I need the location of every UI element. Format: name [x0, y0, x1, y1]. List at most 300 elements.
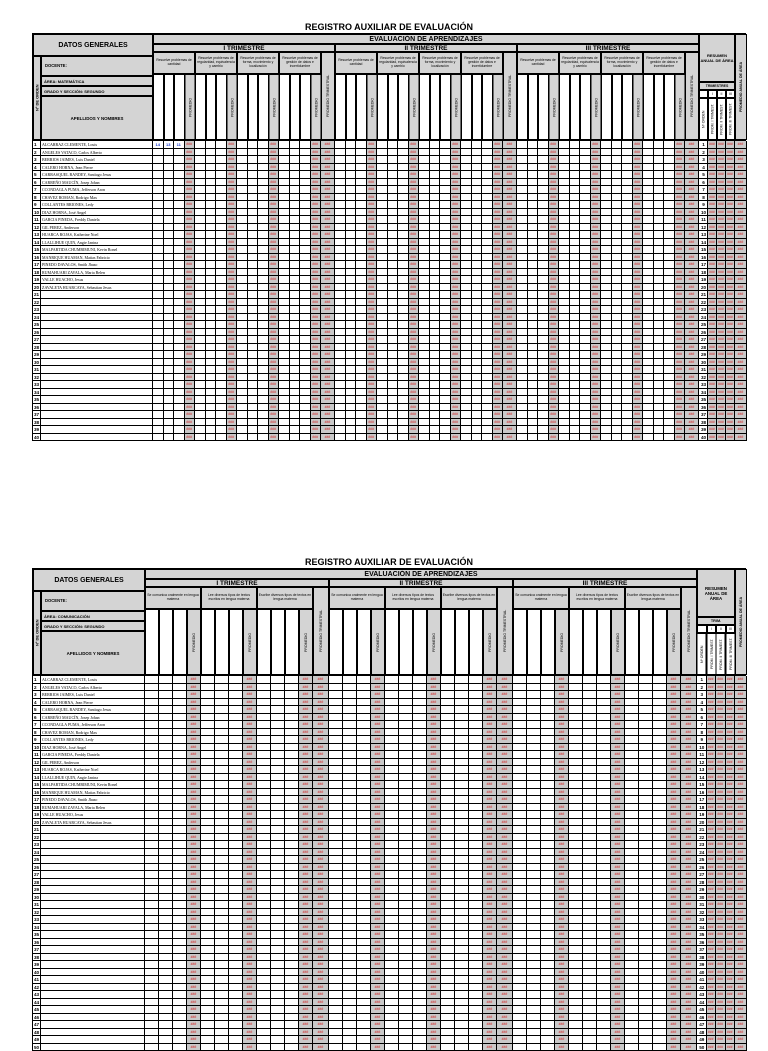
grade-cell[interactable] [377, 396, 388, 404]
grade-cell[interactable] [271, 871, 285, 879]
grade-cell[interactable] [440, 396, 451, 404]
grade-cell[interactable] [346, 186, 357, 194]
grade-cell[interactable] [145, 1014, 159, 1022]
grade-cell[interactable] [164, 389, 175, 397]
grade-cell[interactable] [174, 389, 185, 397]
grade-cell[interactable] [441, 759, 455, 767]
grade-cell[interactable] [441, 916, 455, 924]
grade-cell[interactable] [440, 434, 451, 442]
grade-cell[interactable] [258, 404, 269, 412]
grade-cell[interactable] [570, 261, 581, 269]
grade-cell[interactable] [597, 804, 611, 812]
grade-cell[interactable] [541, 1021, 555, 1029]
grade-cell[interactable] [612, 261, 623, 269]
grade-cell[interactable] [653, 999, 667, 1007]
grade-cell[interactable] [195, 246, 206, 254]
grade-cell[interactable] [174, 149, 185, 157]
grade-cell[interactable] [430, 306, 441, 314]
grade-cell[interactable] [398, 299, 409, 307]
grade-cell[interactable] [399, 901, 413, 909]
grade-cell[interactable] [664, 186, 675, 194]
grade-cell[interactable] [290, 246, 301, 254]
grade-cell[interactable] [229, 924, 243, 932]
grade-cell[interactable] [153, 156, 164, 164]
grade-cell[interactable] [625, 954, 639, 962]
grade-cell[interactable] [441, 909, 455, 917]
grade-cell[interactable] [258, 149, 269, 157]
grade-cell[interactable] [257, 759, 271, 767]
grade-cell[interactable] [639, 781, 653, 789]
grade-cell[interactable] [357, 931, 371, 939]
grade-cell[interactable] [343, 909, 357, 917]
grade-cell[interactable] [206, 404, 217, 412]
grade-cell[interactable] [174, 366, 185, 374]
grade-cell[interactable] [399, 804, 413, 812]
grade-cell[interactable] [173, 751, 187, 759]
grade-cell[interactable] [570, 209, 581, 217]
grade-cell[interactable] [346, 411, 357, 419]
grade-cell[interactable] [271, 774, 285, 782]
grade-cell[interactable] [356, 224, 367, 232]
grade-cell[interactable] [201, 796, 215, 804]
grade-cell[interactable] [517, 261, 528, 269]
grade-cell[interactable] [201, 1029, 215, 1037]
grade-cell[interactable] [153, 164, 164, 172]
grade-cell[interactable] [206, 306, 217, 314]
grade-cell[interactable] [258, 321, 269, 329]
grade-cell[interactable] [482, 344, 493, 352]
grade-cell[interactable] [356, 419, 367, 427]
grade-cell[interactable] [653, 961, 667, 969]
grade-cell[interactable] [461, 149, 472, 157]
grade-cell[interactable] [290, 186, 301, 194]
grade-cell[interactable] [173, 759, 187, 767]
grade-cell[interactable] [206, 141, 217, 149]
grade-cell[interactable] [654, 246, 665, 254]
grade-cell[interactable] [229, 721, 243, 729]
grade-cell[interactable] [583, 939, 597, 947]
grade-cell[interactable] [559, 246, 570, 254]
grade-cell[interactable] [329, 774, 343, 782]
grade-cell[interactable] [279, 299, 290, 307]
grade-cell[interactable] [517, 314, 528, 322]
grade-cell[interactable] [237, 164, 248, 172]
grade-cell[interactable] [413, 856, 427, 864]
grade-cell[interactable] [153, 179, 164, 187]
grade-cell[interactable] [145, 751, 159, 759]
grade-cell[interactable] [290, 374, 301, 382]
grade-cell[interactable] [164, 336, 175, 344]
grade-cell[interactable] [215, 1029, 229, 1037]
grade-cell[interactable] [300, 239, 311, 247]
grade-cell[interactable] [541, 736, 555, 744]
grade-cell[interactable] [538, 284, 549, 292]
grade-cell[interactable] [440, 359, 451, 367]
grade-cell[interactable] [206, 434, 217, 442]
grade-cell[interactable] [664, 141, 675, 149]
grade-cell[interactable] [248, 194, 259, 202]
grade-cell[interactable] [174, 179, 185, 187]
grade-cell[interactable] [216, 411, 227, 419]
grade-cell[interactable] [461, 216, 472, 224]
grade-cell[interactable] [654, 261, 665, 269]
grade-cell[interactable] [248, 404, 259, 412]
grade-cell[interactable] [398, 306, 409, 314]
grade-cell[interactable] [601, 194, 612, 202]
grade-cell[interactable] [346, 374, 357, 382]
grade-cell[interactable] [541, 819, 555, 827]
student-name[interactable]: GARCIA PINEDA, Freddy Daniela [41, 751, 145, 759]
grade-cell[interactable] [229, 691, 243, 699]
grade-cell[interactable] [625, 991, 639, 999]
grade-cell[interactable] [472, 426, 483, 434]
grade-cell[interactable] [385, 894, 399, 902]
grade-cell[interactable] [271, 901, 285, 909]
grade-cell[interactable] [399, 916, 413, 924]
grade-cell[interactable] [145, 1036, 159, 1044]
grade-cell[interactable] [173, 931, 187, 939]
grade-cell[interactable] [257, 1029, 271, 1037]
grade-cell[interactable] [440, 186, 451, 194]
grade-cell[interactable] [145, 796, 159, 804]
grade-cell[interactable] [201, 1044, 215, 1051]
grade-cell[interactable] [441, 969, 455, 977]
grade-cell[interactable] [527, 759, 541, 767]
grade-cell[interactable] [654, 171, 665, 179]
grade-cell[interactable] [625, 871, 639, 879]
grade-cell[interactable] [201, 706, 215, 714]
grade-cell[interactable] [145, 879, 159, 887]
grade-cell[interactable] [541, 789, 555, 797]
grade-cell[interactable] [527, 894, 541, 902]
grade-cell[interactable] [455, 834, 469, 842]
grade-cell[interactable] [215, 744, 229, 752]
grade-cell[interactable] [413, 1006, 427, 1014]
grade-cell[interactable] [430, 171, 441, 179]
grade-cell[interactable] [538, 321, 549, 329]
grade-cell[interactable] [517, 306, 528, 314]
grade-cell[interactable] [601, 269, 612, 277]
grade-cell[interactable] [622, 156, 633, 164]
grade-cell[interactable] [271, 849, 285, 857]
grade-cell[interactable] [654, 359, 665, 367]
grade-cell[interactable] [195, 179, 206, 187]
grade-cell[interactable] [569, 751, 583, 759]
grade-cell[interactable] [173, 744, 187, 752]
grade-cell[interactable] [472, 171, 483, 179]
grade-cell[interactable] [377, 359, 388, 367]
grade-cell[interactable] [455, 916, 469, 924]
grade-cell[interactable] [664, 404, 675, 412]
grade-cell[interactable] [377, 209, 388, 217]
grade-cell[interactable] [469, 961, 483, 969]
grade-cell[interactable] [237, 224, 248, 232]
grade-cell[interactable] [343, 991, 357, 999]
grade-cell[interactable] [215, 706, 229, 714]
grade-cell[interactable] [441, 931, 455, 939]
grade-cell[interactable] [559, 374, 570, 382]
grade-cell[interactable] [377, 171, 388, 179]
grade-cell[interactable] [527, 1029, 541, 1037]
grade-cell[interactable] [258, 314, 269, 322]
grade-cell[interactable] [248, 299, 259, 307]
student-name[interactable]: RUMAHUARI ZAVALA, Maria Belen [41, 804, 145, 812]
grade-cell[interactable] [538, 314, 549, 322]
grade-cell[interactable] [569, 916, 583, 924]
grade-cell[interactable] [597, 774, 611, 782]
grade-cell[interactable] [271, 706, 285, 714]
grade-cell[interactable] [441, 781, 455, 789]
grade-cell[interactable] [469, 1021, 483, 1029]
grade-cell[interactable] [377, 201, 388, 209]
grade-cell[interactable] [398, 426, 409, 434]
grade-cell[interactable] [145, 699, 159, 707]
grade-cell[interactable] [248, 426, 259, 434]
grade-cell[interactable] [597, 781, 611, 789]
grade-cell[interactable] [153, 231, 164, 239]
grade-cell[interactable] [517, 186, 528, 194]
grade-cell[interactable] [279, 396, 290, 404]
grade-cell[interactable] [356, 329, 367, 337]
grade-cell[interactable] [643, 404, 654, 412]
grade-cell[interactable] [356, 149, 367, 157]
grade-cell[interactable] [625, 736, 639, 744]
grade-cell[interactable] [237, 261, 248, 269]
grade-cell[interactable] [399, 1044, 413, 1051]
grade-cell[interactable] [285, 939, 299, 947]
grade-cell[interactable] [206, 224, 217, 232]
grade-cell[interactable] [538, 366, 549, 374]
grade-cell[interactable] [482, 366, 493, 374]
grade-cell[interactable] [569, 871, 583, 879]
grade-cell[interactable] [385, 969, 399, 977]
grade-cell[interactable] [237, 254, 248, 262]
grade-cell[interactable] [597, 864, 611, 872]
grade-cell[interactable] [569, 894, 583, 902]
grade-cell[interactable] [195, 284, 206, 292]
grade-cell[interactable] [413, 684, 427, 692]
grade-cell[interactable] [601, 216, 612, 224]
grade-cell[interactable] [654, 141, 665, 149]
grade-cell[interactable] [430, 224, 441, 232]
grade-cell[interactable] [173, 916, 187, 924]
grade-cell[interactable] [229, 676, 243, 684]
grade-cell[interactable] [622, 389, 633, 397]
grade-cell[interactable] [430, 314, 441, 322]
grade-cell[interactable] [569, 976, 583, 984]
grade-cell[interactable] [597, 886, 611, 894]
grade-cell[interactable] [664, 164, 675, 172]
grade-cell[interactable] [385, 976, 399, 984]
grade-cell[interactable] [279, 194, 290, 202]
grade-cell[interactable] [398, 254, 409, 262]
grade-cell[interactable] [357, 864, 371, 872]
grade-cell[interactable] [335, 209, 346, 217]
grade-cell[interactable] [174, 396, 185, 404]
grade-cell[interactable] [215, 1036, 229, 1044]
grade-cell[interactable] [612, 366, 623, 374]
grade-cell[interactable] [300, 404, 311, 412]
grade-cell[interactable] [356, 201, 367, 209]
grade-cell[interactable] [216, 389, 227, 397]
grade-cell[interactable] [440, 269, 451, 277]
grade-cell[interactable] [335, 359, 346, 367]
grade-cell[interactable] [290, 351, 301, 359]
grade-cell[interactable] [357, 781, 371, 789]
grade-cell[interactable] [257, 811, 271, 819]
grade-cell[interactable] [388, 344, 399, 352]
grade-cell[interactable] [583, 901, 597, 909]
grade-cell[interactable] [206, 351, 217, 359]
grade-cell[interactable] [173, 819, 187, 827]
grade-cell[interactable] [385, 759, 399, 767]
grade-cell[interactable] [482, 396, 493, 404]
grade-cell[interactable] [399, 946, 413, 954]
grade-cell[interactable] [215, 789, 229, 797]
grade-cell[interactable] [216, 194, 227, 202]
grade-cell[interactable] [385, 984, 399, 992]
grade-cell[interactable] [528, 149, 539, 157]
grade-cell[interactable] [356, 344, 367, 352]
grade-cell[interactable] [377, 434, 388, 442]
grade-cell[interactable] [357, 871, 371, 879]
grade-cell[interactable] [583, 706, 597, 714]
grade-cell[interactable] [430, 351, 441, 359]
grade-cell[interactable] [237, 299, 248, 307]
grade-cell[interactable] [513, 894, 527, 902]
grade-cell[interactable] [164, 261, 175, 269]
grade-cell[interactable] [528, 374, 539, 382]
grade-cell[interactable] [257, 954, 271, 962]
grade-cell[interactable] [300, 194, 311, 202]
grade-cell[interactable] [285, 744, 299, 752]
grade-cell[interactable] [215, 834, 229, 842]
grade-cell[interactable] [329, 984, 343, 992]
grade-cell[interactable] [580, 359, 591, 367]
grade-cell[interactable] [216, 329, 227, 337]
grade-cell[interactable] [173, 834, 187, 842]
grade-cell[interactable] [570, 291, 581, 299]
grade-cell[interactable] [174, 171, 185, 179]
grade-cell[interactable] [559, 359, 570, 367]
grade-cell[interactable] [173, 774, 187, 782]
grade-cell[interactable] [300, 261, 311, 269]
grade-cell[interactable] [413, 751, 427, 759]
grade-cell[interactable] [215, 991, 229, 999]
grade-cell[interactable] [612, 254, 623, 262]
grade-cell[interactable] [482, 426, 493, 434]
grade-cell[interactable] [583, 1021, 597, 1029]
grade-cell[interactable] [461, 246, 472, 254]
grade-cell[interactable] [664, 411, 675, 419]
grade-cell[interactable] [329, 916, 343, 924]
grade-cell[interactable] [195, 329, 206, 337]
grade-cell[interactable] [285, 736, 299, 744]
grade-cell[interactable] [398, 194, 409, 202]
grade-cell[interactable] [625, 796, 639, 804]
grade-cell[interactable] [153, 419, 164, 427]
grade-cell[interactable] [527, 916, 541, 924]
grade-cell[interactable] [527, 864, 541, 872]
grade-cell[interactable] [583, 849, 597, 857]
grade-cell[interactable] [257, 1036, 271, 1044]
grade-cell[interactable] [625, 684, 639, 692]
grade-cell[interactable] [279, 344, 290, 352]
grade-cell[interactable] [455, 991, 469, 999]
grade-cell[interactable] [356, 186, 367, 194]
grade-cell[interactable] [290, 284, 301, 292]
grade-cell[interactable] [570, 351, 581, 359]
grade-cell[interactable] [164, 366, 175, 374]
grade-cell[interactable] [601, 284, 612, 292]
grade-cell[interactable] [173, 849, 187, 857]
grade-cell[interactable] [570, 194, 581, 202]
grade-cell[interactable] [357, 1014, 371, 1022]
grade-cell[interactable] [357, 819, 371, 827]
grade-cell[interactable] [482, 216, 493, 224]
grade-cell[interactable] [440, 171, 451, 179]
grade-cell[interactable] [159, 879, 173, 887]
grade-cell[interactable] [653, 1021, 667, 1029]
grade-cell[interactable] [601, 426, 612, 434]
grade-cell[interactable] [472, 246, 483, 254]
grade-cell[interactable] [527, 946, 541, 954]
grade-cell[interactable] [343, 706, 357, 714]
grade-cell[interactable] [654, 351, 665, 359]
grade-cell[interactable] [237, 171, 248, 179]
grade-cell[interactable] [461, 141, 472, 149]
grade-cell[interactable] [357, 1029, 371, 1037]
grade-cell[interactable] [145, 691, 159, 699]
grade-cell[interactable] [513, 1044, 527, 1051]
grade-cell[interactable] [513, 939, 527, 947]
grade-cell[interactable] [570, 426, 581, 434]
grade-cell[interactable] [271, 826, 285, 834]
grade-cell[interactable] [159, 811, 173, 819]
grade-cell[interactable] [580, 419, 591, 427]
grade-cell[interactable] [343, 766, 357, 774]
grade-cell[interactable] [639, 909, 653, 917]
grade-cell[interactable] [482, 374, 493, 382]
grade-cell[interactable] [237, 291, 248, 299]
grade-cell[interactable] [201, 759, 215, 767]
grade-cell[interactable] [413, 774, 427, 782]
grade-cell[interactable] [570, 254, 581, 262]
grade-cell[interactable] [612, 246, 623, 254]
grade-cell[interactable] [356, 284, 367, 292]
grade-cell[interactable] [300, 291, 311, 299]
grade-cell[interactable] [385, 774, 399, 782]
grade-cell[interactable] [643, 306, 654, 314]
grade-cell[interactable] [527, 796, 541, 804]
student-name[interactable] [41, 916, 145, 924]
grade-cell[interactable] [399, 939, 413, 947]
grade-cell[interactable] [664, 171, 675, 179]
grade-cell[interactable] [385, 1044, 399, 1051]
grade-cell[interactable] [583, 999, 597, 1007]
grade-cell[interactable] [430, 239, 441, 247]
grade-cell[interactable] [653, 946, 667, 954]
grade-cell[interactable] [654, 224, 665, 232]
grade-cell[interactable] [201, 721, 215, 729]
grade-cell[interactable] [215, 984, 229, 992]
grade-cell[interactable] [357, 909, 371, 917]
grade-cell[interactable] [398, 404, 409, 412]
grade-cell[interactable] [583, 954, 597, 962]
grade-cell[interactable] [440, 306, 451, 314]
grade-cell[interactable] [527, 954, 541, 962]
grade-cell[interactable] [601, 344, 612, 352]
